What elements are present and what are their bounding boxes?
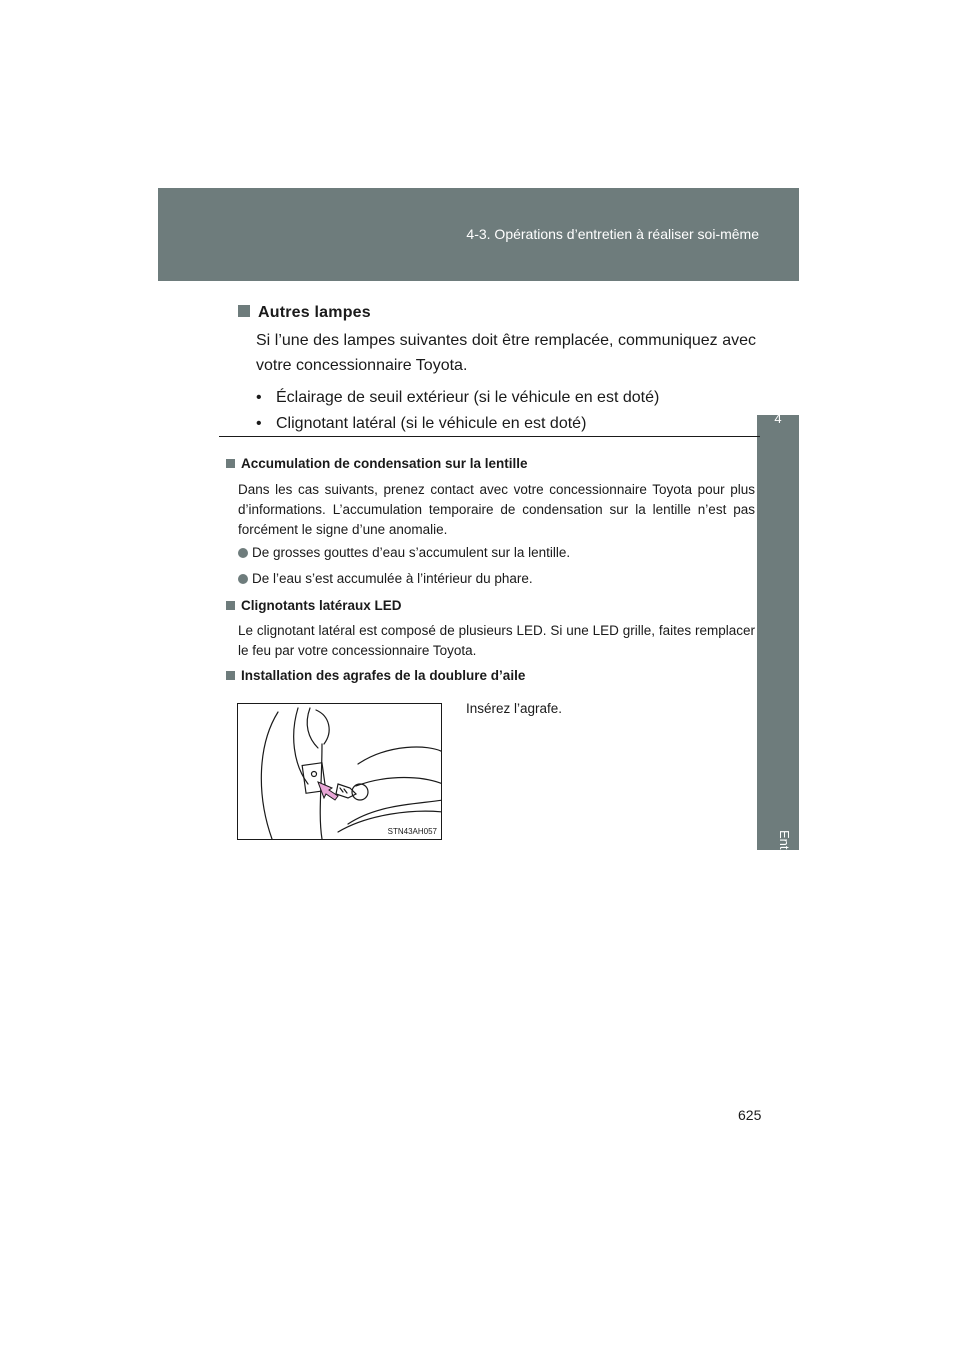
fender-clip-drawing-icon bbox=[238, 704, 442, 840]
led-title-text: Clignotants latéraux LED bbox=[241, 598, 402, 613]
condensation-body: Dans les cas suivants, prenez contact avec votre concessionnaire Toyota pour plus d’informations. L’accumulation temporaire de condensation sur la lentille n’est pas forcément le signe d’une anomalie. bbox=[238, 482, 755, 537]
list-item-text: Clignotant latéral (si le véhicule en est doté) bbox=[276, 415, 587, 432]
list-item-text: De l’eau s’est accumulée à l’intérieur du phare. bbox=[252, 571, 533, 586]
condensation-title-text: Accumulation de condensation sur la lentille bbox=[241, 456, 528, 471]
page-number: 625 bbox=[738, 1107, 762, 1123]
list-item-text: Éclairage de seuil extérieur (si le véhicule en est doté) bbox=[276, 389, 660, 406]
list-item bbox=[238, 571, 533, 586]
square-bullet-icon bbox=[226, 671, 235, 680]
chapter-tab bbox=[757, 415, 799, 850]
section-header bbox=[158, 188, 799, 281]
bullet-dot-icon: • bbox=[256, 389, 262, 406]
divider bbox=[219, 436, 760, 437]
square-bullet-icon bbox=[238, 305, 250, 317]
circle-bullet-icon bbox=[238, 548, 248, 558]
square-bullet-icon bbox=[226, 601, 235, 610]
list-item bbox=[238, 545, 570, 560]
condensation-title bbox=[226, 456, 528, 471]
chapter-number: 4 bbox=[774, 411, 782, 426]
led-body: Le clignotant latéral est composé de plusieurs LED. Si une LED grille, faites remplacer le feu par votre concessionnaire Toyota. bbox=[238, 623, 755, 658]
bullet-dot-icon: • bbox=[256, 415, 262, 432]
circle-bullet-icon bbox=[238, 574, 248, 584]
list-item bbox=[256, 411, 756, 437]
figure-caption: Insérez l’agrafe. bbox=[466, 701, 563, 716]
chapter-label: Entretien et soins bbox=[777, 830, 792, 931]
square-bullet-icon bbox=[226, 459, 235, 468]
list-item bbox=[256, 385, 756, 411]
fender-clip-illustration bbox=[237, 703, 442, 840]
led-title bbox=[226, 598, 402, 613]
box-title-text: Autres lampes bbox=[258, 304, 371, 321]
section-title: 4-3. Opérations d’entretien à réaliser soi-même bbox=[466, 226, 759, 242]
box-title bbox=[238, 304, 371, 322]
list-item-text: De grosses gouttes d’eau s’accumulent sur la lentille. bbox=[252, 545, 571, 560]
figure-code: STN43AH057 bbox=[387, 827, 437, 836]
box-bullet-list bbox=[256, 385, 756, 437]
clips-title bbox=[226, 668, 525, 683]
tab-spacer bbox=[757, 281, 799, 415]
clips-title-text: Installation des agrafes de la doublure d’aile bbox=[241, 668, 526, 683]
box-body: Si l’une des lampes suivantes doit être remplacée, communiquez avec votre concessionnaire Toyota. bbox=[256, 332, 756, 374]
